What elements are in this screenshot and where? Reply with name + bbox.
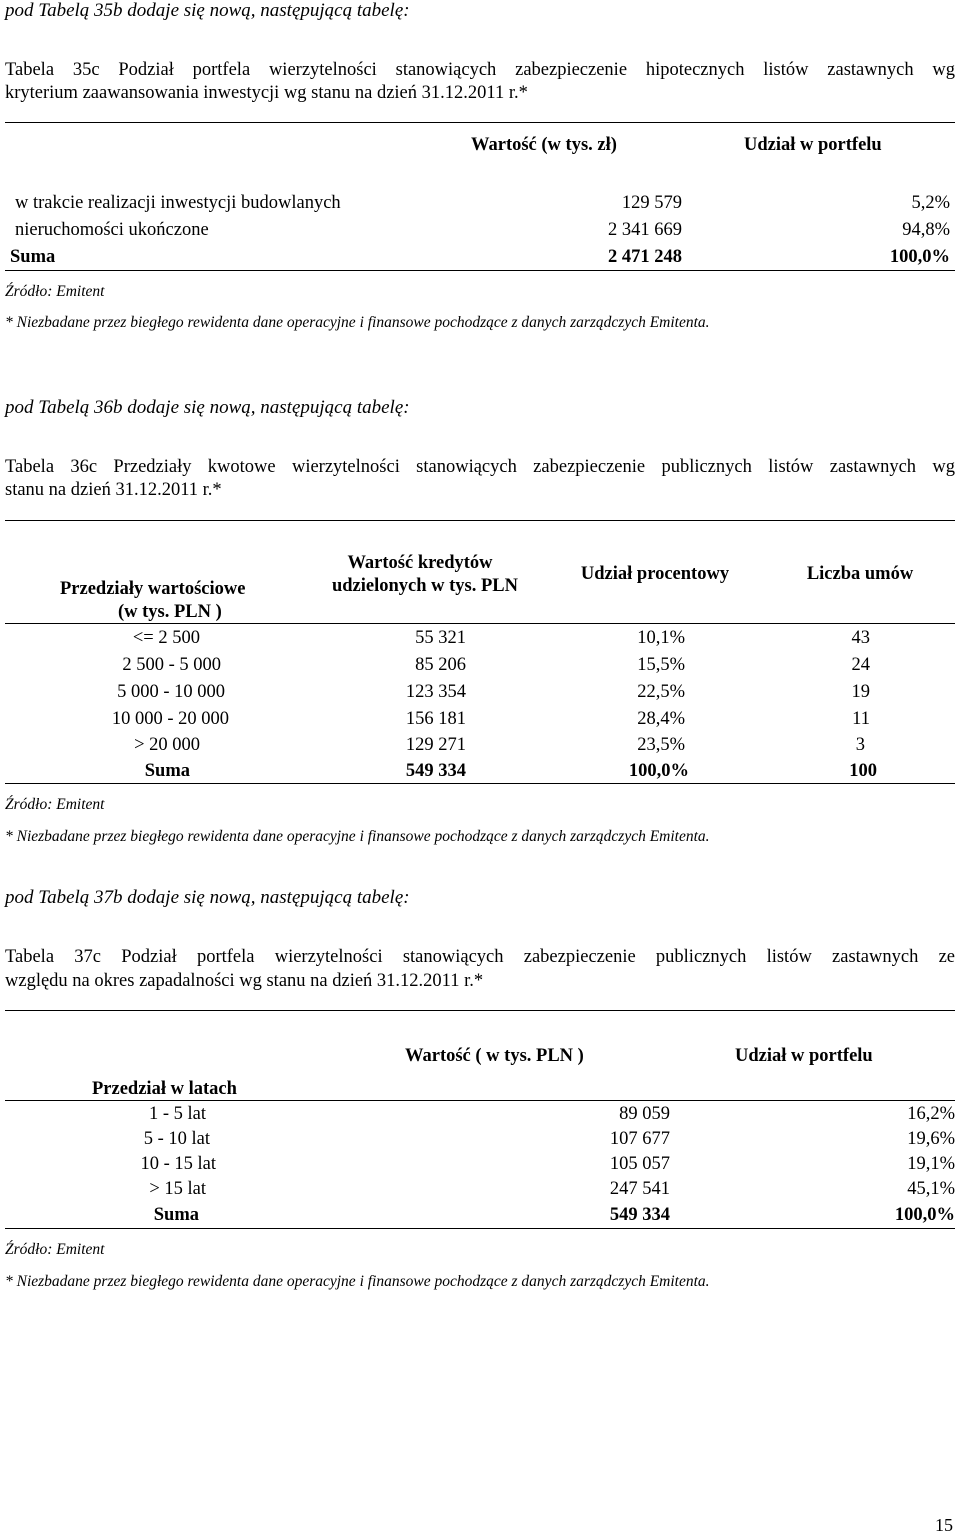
table-37c-bottom-rule bbox=[5, 1228, 955, 1229]
table-36c-row-count: 24 bbox=[851, 655, 870, 675]
source-36c: Źródło: Emitent bbox=[5, 796, 105, 813]
table-37c-row-share: 16,2% bbox=[907, 1104, 955, 1124]
footnote-37c: * Niezbadane przez biegłego rewidenta dane operacyjne i finansowe pochodzące z danych zarządczych Emitenta. bbox=[5, 1273, 710, 1290]
table-37c-row-value: 107 677 bbox=[609, 1129, 670, 1149]
table-36c-row-count: 43 bbox=[851, 628, 870, 648]
table-37c-row-value: 89 059 bbox=[619, 1104, 670, 1124]
table-36c-row-share: 23,5% bbox=[637, 735, 685, 755]
table-35c-total-value: 2 471 248 bbox=[608, 247, 682, 267]
table-36c-row-range: 2 500 - 5 000 bbox=[122, 655, 221, 675]
table-36c-bottom-rule bbox=[5, 783, 955, 784]
table-36c-header-range-line2: (w tys. PLN ) bbox=[118, 602, 222, 622]
table-36c-row-value: 85 206 bbox=[415, 655, 466, 675]
table-36c-header-count: Liczba umów bbox=[806, 564, 914, 584]
footnote-35c: * Niezbadane przez biegłego rewidenta dane operacyjne i finansowe pochodzące z danych zarządczych Emitenta. bbox=[5, 314, 710, 331]
table-36c-header-value-line1: Wartość kredytów bbox=[347, 553, 493, 573]
table-36c-row-share: 22,5% bbox=[637, 682, 685, 702]
table-36c-row-share: 28,4% bbox=[637, 709, 685, 729]
table-37c-header-share: Udział w portfelu bbox=[735, 1046, 873, 1066]
table-36c-header-rule bbox=[5, 623, 955, 624]
table-35c-header-value: Wartość (w tys. zł) bbox=[471, 135, 617, 155]
table-35c-row-value: 129 579 bbox=[621, 193, 682, 213]
table-36c-row-value: 129 271 bbox=[405, 735, 466, 755]
table-36c-row-count: 11 bbox=[852, 709, 870, 729]
table-37c-row-range: 5 - 10 lat bbox=[143, 1129, 210, 1149]
page-number: 15 bbox=[935, 1515, 953, 1535]
table-37c-header-rule bbox=[5, 1100, 955, 1101]
table-35c-row-label: w trakcie realizacji inwestycji budowlanych bbox=[15, 193, 341, 213]
table-36c-total-range: Suma bbox=[144, 761, 190, 781]
caption-36c-line2: stanu na dzień 31.12.2011 r.* bbox=[5, 480, 222, 500]
table-35c-row-label: nieruchomości ukończone bbox=[15, 220, 209, 240]
source-35c: Źródło: Emitent bbox=[5, 283, 105, 300]
table-36c-row-share: 15,5% bbox=[637, 655, 685, 675]
table-36c-row-share: 10,1% bbox=[637, 628, 685, 648]
table-35c-bottom-rule bbox=[5, 270, 955, 271]
table-36c-header-value-line2: udzielonych w tys. PLN bbox=[331, 576, 519, 596]
table-35c-row-value: 2 341 669 bbox=[608, 220, 682, 240]
table-37c-total-value: 549 334 bbox=[609, 1205, 670, 1225]
table-37c-row-range: 1 - 5 lat bbox=[148, 1104, 206, 1124]
table-35c-total-label: Suma bbox=[10, 247, 56, 267]
table-37c-row-share: 45,1% bbox=[907, 1179, 955, 1199]
table-37c-row-range: > 15 lat bbox=[149, 1179, 206, 1199]
table-36c-row-value: 55 321 bbox=[415, 628, 466, 648]
table-36c-total-share: 100,0% bbox=[628, 761, 689, 781]
table-35c-row-share: 5,2% bbox=[911, 193, 950, 213]
table-36c-row-count: 19 bbox=[851, 682, 870, 702]
intro-text-35: pod Tabelą 35b dodaje się nową, następującą tabelę: bbox=[5, 0, 410, 21]
table-36c-total-value: 549 334 bbox=[405, 761, 466, 781]
table-36c-top-rule bbox=[5, 520, 955, 521]
table-36c-row-value: 123 354 bbox=[405, 682, 466, 702]
table-36c-header-range-line1: Przedziały wartościowe bbox=[60, 579, 246, 599]
table-35c-top-rule bbox=[5, 122, 955, 123]
table-37c-top-rule bbox=[5, 1010, 955, 1011]
table-35c-total-share: 100,0% bbox=[889, 247, 950, 267]
caption-37c-line1: Tabela 37c Podział portfela wierzytelności stanowiących zabezpieczenie publicznych listów zastawnych ze bbox=[5, 947, 955, 967]
table-35c-header-share: Udział w portfelu bbox=[744, 135, 882, 155]
table-36c-row-range: 10 000 - 20 000 bbox=[111, 709, 229, 729]
caption-35c-line2: kryterium zaawansowania inwestycji wg stanu na dzień 31.12.2011 r.* bbox=[5, 83, 528, 103]
caption-35c-line1: Tabela 35c Podział portfela wierzytelności stanowiących zabezpieczenie hipotecznych listów zastawnych wg bbox=[5, 60, 955, 80]
footnote-36c: * Niezbadane przez biegłego rewidenta dane operacyjne i finansowe pochodzące z danych zarządczych Emitenta. bbox=[5, 828, 710, 845]
table-36c-header-share: Udział procentowy bbox=[580, 564, 730, 584]
intro-text-37: pod Tabelą 37b dodaje się nową, następującą tabelę: bbox=[5, 887, 410, 908]
table-36c-row-value: 156 181 bbox=[405, 709, 466, 729]
table-37c-row-value: 247 541 bbox=[609, 1179, 670, 1199]
table-37c-row-range: 10 - 15 lat bbox=[140, 1154, 216, 1174]
table-37c-row-share: 19,6% bbox=[907, 1129, 955, 1149]
table-36c-total-count: 100 bbox=[849, 761, 877, 781]
table-35c-row-share: 94,8% bbox=[902, 220, 950, 240]
table-37c-row-value: 105 057 bbox=[609, 1154, 670, 1174]
table-36c-row-range: > 20 000 bbox=[134, 735, 200, 755]
source-37c: Źródło: Emitent bbox=[5, 1241, 105, 1258]
table-36c-row-range: 5 000 - 10 000 bbox=[117, 682, 225, 702]
table-37c-row-share: 19,1% bbox=[907, 1154, 955, 1174]
caption-36c-line1: Tabela 36c Przedziały kwotowe wierzytelności stanowiących zabezpieczenie publicznych listów zastawnych wg bbox=[5, 457, 955, 477]
table-37c-total-share: 100,0% bbox=[894, 1205, 955, 1225]
table-37c-header-value: Wartość ( w tys. PLN ) bbox=[405, 1046, 584, 1066]
table-36c-row-count: 3 bbox=[855, 735, 865, 755]
table-37c-header-range: Przedział w latach bbox=[92, 1079, 237, 1099]
table-37c-total-range: Suma bbox=[153, 1205, 199, 1225]
table-36c-row-range: <= 2 500 bbox=[132, 628, 200, 648]
intro-text-36: pod Tabelą 36b dodaje się nową, następującą tabelę: bbox=[5, 397, 410, 418]
caption-37c-line2: względu na okres zapadalności wg stanu na dzień 31.12.2011 r.* bbox=[5, 971, 484, 991]
